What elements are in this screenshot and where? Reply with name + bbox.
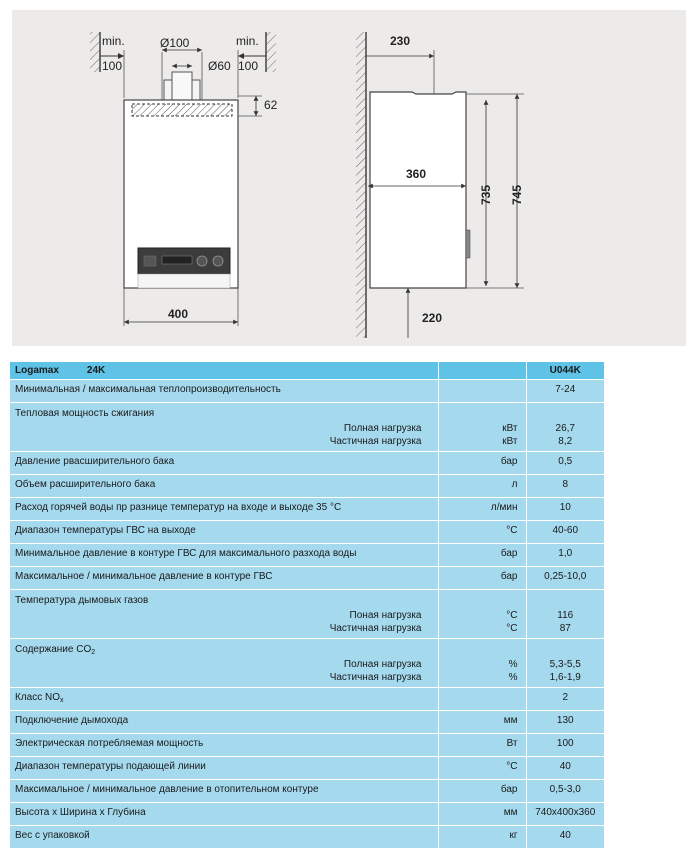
side-depth-label: 360	[406, 167, 427, 181]
min-right-label: min.	[236, 34, 259, 48]
flue-offset-label: 62	[264, 98, 278, 112]
param-name: Диапазон температуры подающей линии	[15, 761, 206, 772]
value-cell	[526, 803, 604, 826]
param-subscript: 2	[91, 649, 96, 656]
param-cell	[10, 639, 438, 688]
sub-label: Частичная нагрузка	[329, 672, 422, 683]
sub-units	[439, 594, 526, 635]
table-row	[10, 521, 604, 544]
param-name: Подключение дымохода	[15, 715, 129, 726]
unit: кг	[509, 830, 518, 841]
param-name: Минимальное давление в контуре ГВС для максимального разхода воды	[15, 548, 357, 559]
spec-table	[10, 362, 604, 849]
param-cell	[10, 826, 438, 849]
value: 10	[559, 502, 571, 513]
header-unit-cell	[438, 362, 526, 380]
param-cell	[10, 452, 438, 475]
sub-label: Полная нагрузка	[343, 659, 422, 670]
param-name: Содержание $CO_2$	[15, 644, 96, 656]
sub-value: 8,2	[558, 436, 573, 447]
unit	[439, 691, 526, 704]
param-name: Максимальное / минимальное давление в контуре ГВС	[15, 571, 273, 582]
unit: бар	[500, 456, 518, 467]
value: 40-60	[552, 525, 579, 536]
table-row	[10, 403, 604, 452]
table-row	[10, 734, 604, 757]
value-cell	[526, 639, 604, 688]
unit: л	[511, 479, 518, 490]
value: 740x400x360	[535, 807, 596, 818]
sub-labels	[15, 656, 438, 684]
flue-inner-label: Ø60	[208, 59, 231, 73]
param-cell	[10, 544, 438, 567]
table-row	[10, 780, 604, 803]
value-cell	[526, 826, 604, 849]
right-wall-hatch	[266, 32, 276, 72]
sub-unit: кВт	[502, 436, 518, 447]
sub-labels	[15, 607, 438, 635]
table-row	[10, 688, 604, 711]
min-left-label: min.	[102, 34, 125, 48]
side-top-offset-label: 230	[390, 34, 411, 48]
param-name: Температура дымовых газов	[15, 595, 149, 606]
table-row	[10, 567, 604, 590]
unit: мм	[503, 807, 518, 818]
unit	[439, 383, 526, 396]
side-bottom-offset-label: 220	[422, 311, 443, 325]
value: 40	[559, 761, 571, 772]
unit: бар	[500, 548, 518, 559]
value: 7-24	[555, 384, 576, 395]
unit-cell	[438, 567, 526, 590]
width-label: 400	[168, 307, 189, 321]
param-name: Расход горячей воды пр разнице температур на входе и выходе 35 °C	[15, 502, 342, 513]
sub-value: 1,6-1,9	[549, 672, 581, 683]
front-view	[90, 32, 278, 326]
side-height-outer-label: 745	[510, 184, 524, 205]
param-cell	[10, 734, 438, 757]
flue-outer-label: Ø100	[160, 36, 190, 50]
sub-value: 87	[559, 623, 571, 634]
param-cell	[10, 567, 438, 590]
sub-values	[527, 643, 605, 684]
value: 8	[562, 479, 569, 490]
value-cell	[526, 780, 604, 803]
param-name: Тепловая мощность сжигания	[15, 408, 155, 419]
sub-values	[527, 407, 605, 448]
value-cell	[526, 757, 604, 780]
boiler-side	[370, 92, 466, 288]
unit-cell	[438, 498, 526, 521]
top-strip	[132, 104, 232, 116]
value: 0,5	[558, 456, 573, 467]
param-name: Давление рвасширительного бака	[15, 456, 175, 467]
side-view	[356, 32, 524, 338]
value-cell	[526, 521, 604, 544]
unit: Вт	[506, 738, 518, 749]
value-cell	[526, 544, 604, 567]
sub-unit: °C	[506, 610, 518, 621]
value-cell	[526, 711, 604, 734]
header-variant: 24K	[86, 365, 106, 376]
unit-cell	[438, 380, 526, 403]
left-wall-hatch	[90, 32, 100, 72]
side-wall-hatch	[356, 32, 366, 338]
param-cell	[10, 757, 438, 780]
header-code: U044K	[526, 362, 604, 380]
param-name: Минимальная / максимальная теплопроизводительность	[15, 384, 281, 395]
value: 0,5-3,0	[549, 784, 581, 795]
value-cell	[526, 403, 604, 452]
sub-label: Поная нагрузка	[349, 610, 422, 621]
unit-cell	[438, 639, 526, 688]
param-cell	[10, 403, 438, 452]
param-name: Вес с упаковкой	[15, 830, 90, 841]
unit-cell	[438, 757, 526, 780]
param-cell	[10, 590, 438, 639]
table-row	[10, 639, 604, 688]
unit-cell	[438, 544, 526, 567]
param-cell	[10, 711, 438, 734]
param-name: Электрическая потребляемая мощность	[15, 738, 204, 749]
sub-unit: %	[508, 659, 518, 670]
unit-cell	[438, 452, 526, 475]
min-right-value: 100	[238, 59, 259, 73]
table-row	[10, 711, 604, 734]
sub-unit: кВт	[502, 423, 518, 434]
value: 40	[559, 830, 571, 841]
param-name: Высота х Ширина х Глубина	[15, 807, 146, 818]
table-row	[10, 826, 604, 849]
value-cell	[526, 688, 604, 711]
value: 100	[556, 738, 574, 749]
table-row	[10, 544, 604, 567]
unit-cell	[438, 734, 526, 757]
value: 130	[556, 715, 574, 726]
table-row	[10, 452, 604, 475]
table-row	[10, 590, 604, 639]
value-cell	[526, 734, 604, 757]
param-name: Диапазон температуры ГВС на выходе	[15, 525, 196, 536]
table-header-row	[10, 362, 604, 380]
sub-value: 5,3-5,5	[549, 659, 581, 670]
sub-unit: °C	[506, 623, 518, 634]
value: 0,25-10,0	[544, 571, 587, 582]
unit: бар	[500, 784, 518, 795]
value-cell	[526, 567, 604, 590]
unit: °C	[506, 761, 518, 772]
value-cell	[526, 452, 604, 475]
sub-units	[439, 643, 526, 684]
sub-value: 26,7	[555, 423, 575, 434]
unit-cell	[438, 826, 526, 849]
sub-units	[439, 407, 526, 448]
param-cell	[10, 475, 438, 498]
unit: мм	[503, 715, 518, 726]
drawing-svg	[12, 10, 686, 346]
unit-cell	[438, 403, 526, 452]
table-row	[10, 380, 604, 403]
sub-value: 116	[557, 610, 574, 621]
table-row	[10, 498, 604, 521]
param-cell	[10, 521, 438, 544]
param-name: Класс $NO_x$	[15, 692, 64, 704]
param-cell	[10, 380, 438, 403]
table-row	[10, 803, 604, 826]
param-cell	[10, 688, 438, 711]
value-cell	[526, 498, 604, 521]
min-left-value: 100	[102, 59, 123, 73]
param-cell	[10, 803, 438, 826]
unit: °C	[506, 525, 518, 536]
sub-label: Частичная нагрузка	[329, 623, 422, 634]
value-cell	[526, 475, 604, 498]
param-name: Объем расширительного бака	[15, 479, 156, 490]
param-name: Максимальное / минимальное давление в отопительном контуре	[15, 784, 319, 795]
value-cell	[526, 590, 604, 639]
unit: бар	[500, 571, 518, 582]
side-height-inner-label: 735	[479, 184, 493, 205]
unit-cell	[438, 475, 526, 498]
unit-cell	[438, 688, 526, 711]
unit-cell	[438, 711, 526, 734]
param-subscript: x	[60, 697, 64, 704]
unit: л/мин	[490, 502, 518, 513]
value: 2	[562, 692, 569, 703]
dimension-drawing	[12, 10, 686, 346]
sub-label: Частичная нагрузка	[329, 436, 422, 447]
sub-unit: %	[508, 672, 518, 683]
sub-labels	[15, 420, 438, 448]
value: 1,0	[558, 548, 573, 559]
unit-cell	[438, 780, 526, 803]
unit-cell	[438, 590, 526, 639]
param-cell	[10, 498, 438, 521]
header-model-cell	[10, 362, 438, 380]
table-row	[10, 475, 604, 498]
sub-label: Полная нагрузка	[343, 423, 422, 434]
unit-cell	[438, 521, 526, 544]
table-row	[10, 757, 604, 780]
sub-values	[527, 594, 605, 635]
unit-cell	[438, 803, 526, 826]
header-model: Logamax	[15, 365, 59, 376]
value-cell	[526, 380, 604, 403]
param-cell	[10, 780, 438, 803]
